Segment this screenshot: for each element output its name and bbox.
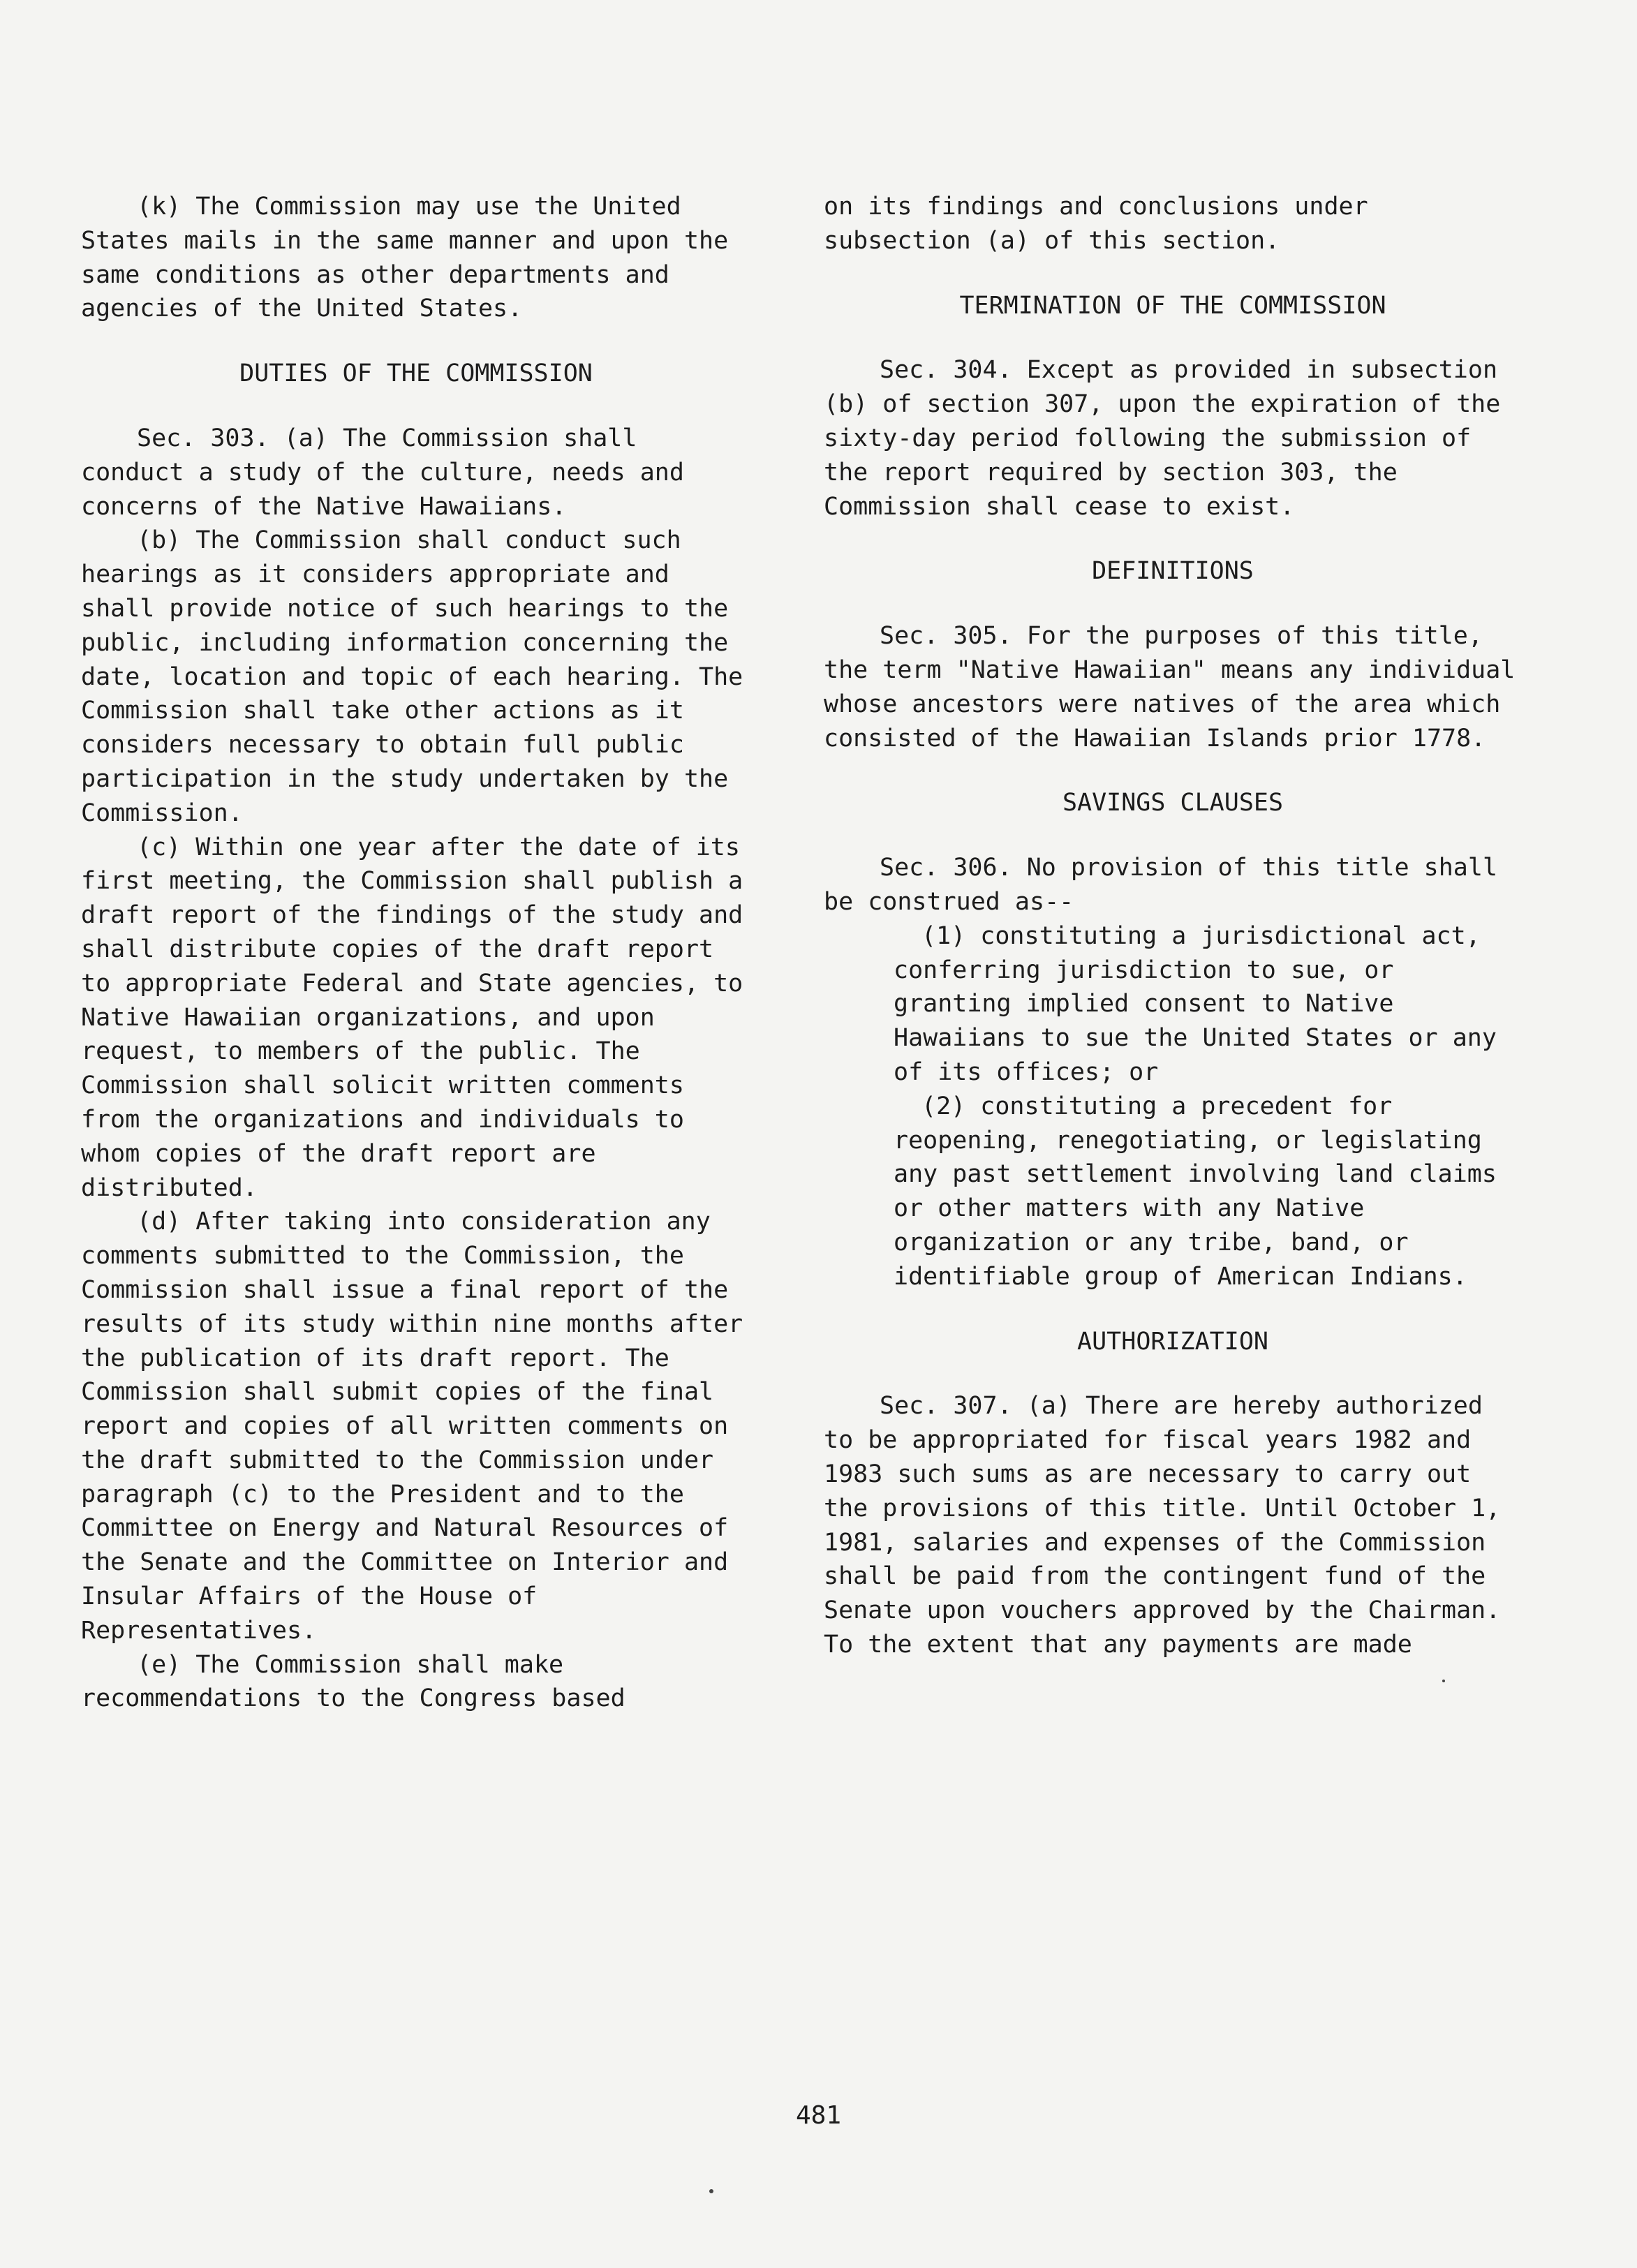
heading-duties: DUTIES OF THE COMMISSION (239, 360, 593, 388)
paragraph-303b: (b) The Commission shall conduct such hearings as it considers appropriate and shall provide notice of such hearings to the public, including information concerning the date, location and topic of each hearing. The Commission shall take other actions as it considers necessary to obtain full public participation in the study undertaken by the Commission. (81, 526, 743, 827)
paragraph-sec-304: Sec. 304. Except as provided in subsection (b) of section 307, upon the expiration of the sixty-day period following the submission of the report required by section 303, the Commission shall cease to exist. (824, 356, 1501, 521)
paragraph-303e: (e) The Commission shall make recommendations to the Congress based (81, 1650, 625, 1713)
paragraph-303e-continued: on its findings and conclusions under subsection (a) of this section. (824, 193, 1368, 255)
scan-speck (709, 2189, 713, 2193)
right-column (824, 190, 1522, 1662)
paragraph-sec-307a: Sec. 307. (a) There are hereby authorized to be appropriated for fiscal years 1982 and 1983 such sums as are necessary to carry out the provisions of this title. Until October 1, 1981, salaries and expenses of the Commission shall be paid from the contingent fund of the Senate upon vouchers approved by the Chairman. To the extent that any payments are made (824, 1392, 1501, 1659)
clause-306-2: (2) constituting a precedent for reopening, renegotiating, or legislating any past settlement involving land claims or other matters with any Native organization or any tribe, band, or identifiable group of American Indians. (894, 1092, 1497, 1291)
paragraph-sec-306: Sec. 306. No provision of this title shall be construed as-- (824, 854, 1498, 916)
paragraph-303d: (d) After taking into consideration any comments submitted to the Commission, the Commission shall issue a final report of the results of its study within nine months after the publication of its draft report. The Commission shall submit copies of the final report and copies of all written comments on the draft submitted to the Commission under paragraph (c) to the President and to the Committee on Energy and Natural Resources of the Senate and the Committee on Interior and Insular Affairs of the House of Representatives. (81, 1208, 743, 1645)
paragraph-sec-303a: Sec. 303. (a) The Commission shall conduct a study of the culture, needs and concerns of the Native Hawaiians. (81, 424, 684, 521)
heading-savings-clauses: SAVINGS CLAUSES (1062, 789, 1284, 817)
heading-authorization: AUTHORIZATION (1077, 1327, 1268, 1356)
clause-306-1: (1) constituting a jurisdictional act, conferring jurisdiction to sue, or granting implied consent to Native Hawaiians to sue the United States or any of its offices; or (894, 921, 1497, 1086)
paragraph-303c: (c) Within one year after the date of its first meeting, the Commission shall publish a draft report of the findings of the study and shall distribute copies of the draft report to appropriate Federal and State agencies, to Native Hawaiian organizations, and upon request, to members of the public. The Commission shall solicit written comments from the organizations and individuals to whom copies of the draft report are distributed. (81, 833, 743, 1202)
heading-termination: TERMINATION OF THE COMMISSION (959, 291, 1386, 320)
paragraph-k-mails: (k) The Commission may use the United States mails in the same manner and upon the same conditions as other departments and agencies of the United States. (81, 193, 729, 323)
paragraph-sec-305: Sec. 305. For the purposes of this title, the term "Native Hawaiian" means any individual whose ancestors were natives of the area which consisted of the Hawaiian Islands prior 1778. (824, 622, 1516, 753)
scan-speck (1442, 1680, 1445, 1682)
left-column (81, 190, 751, 1716)
page-number: 481 (795, 2101, 842, 2130)
heading-definitions: DEFINITIONS (1092, 557, 1254, 586)
